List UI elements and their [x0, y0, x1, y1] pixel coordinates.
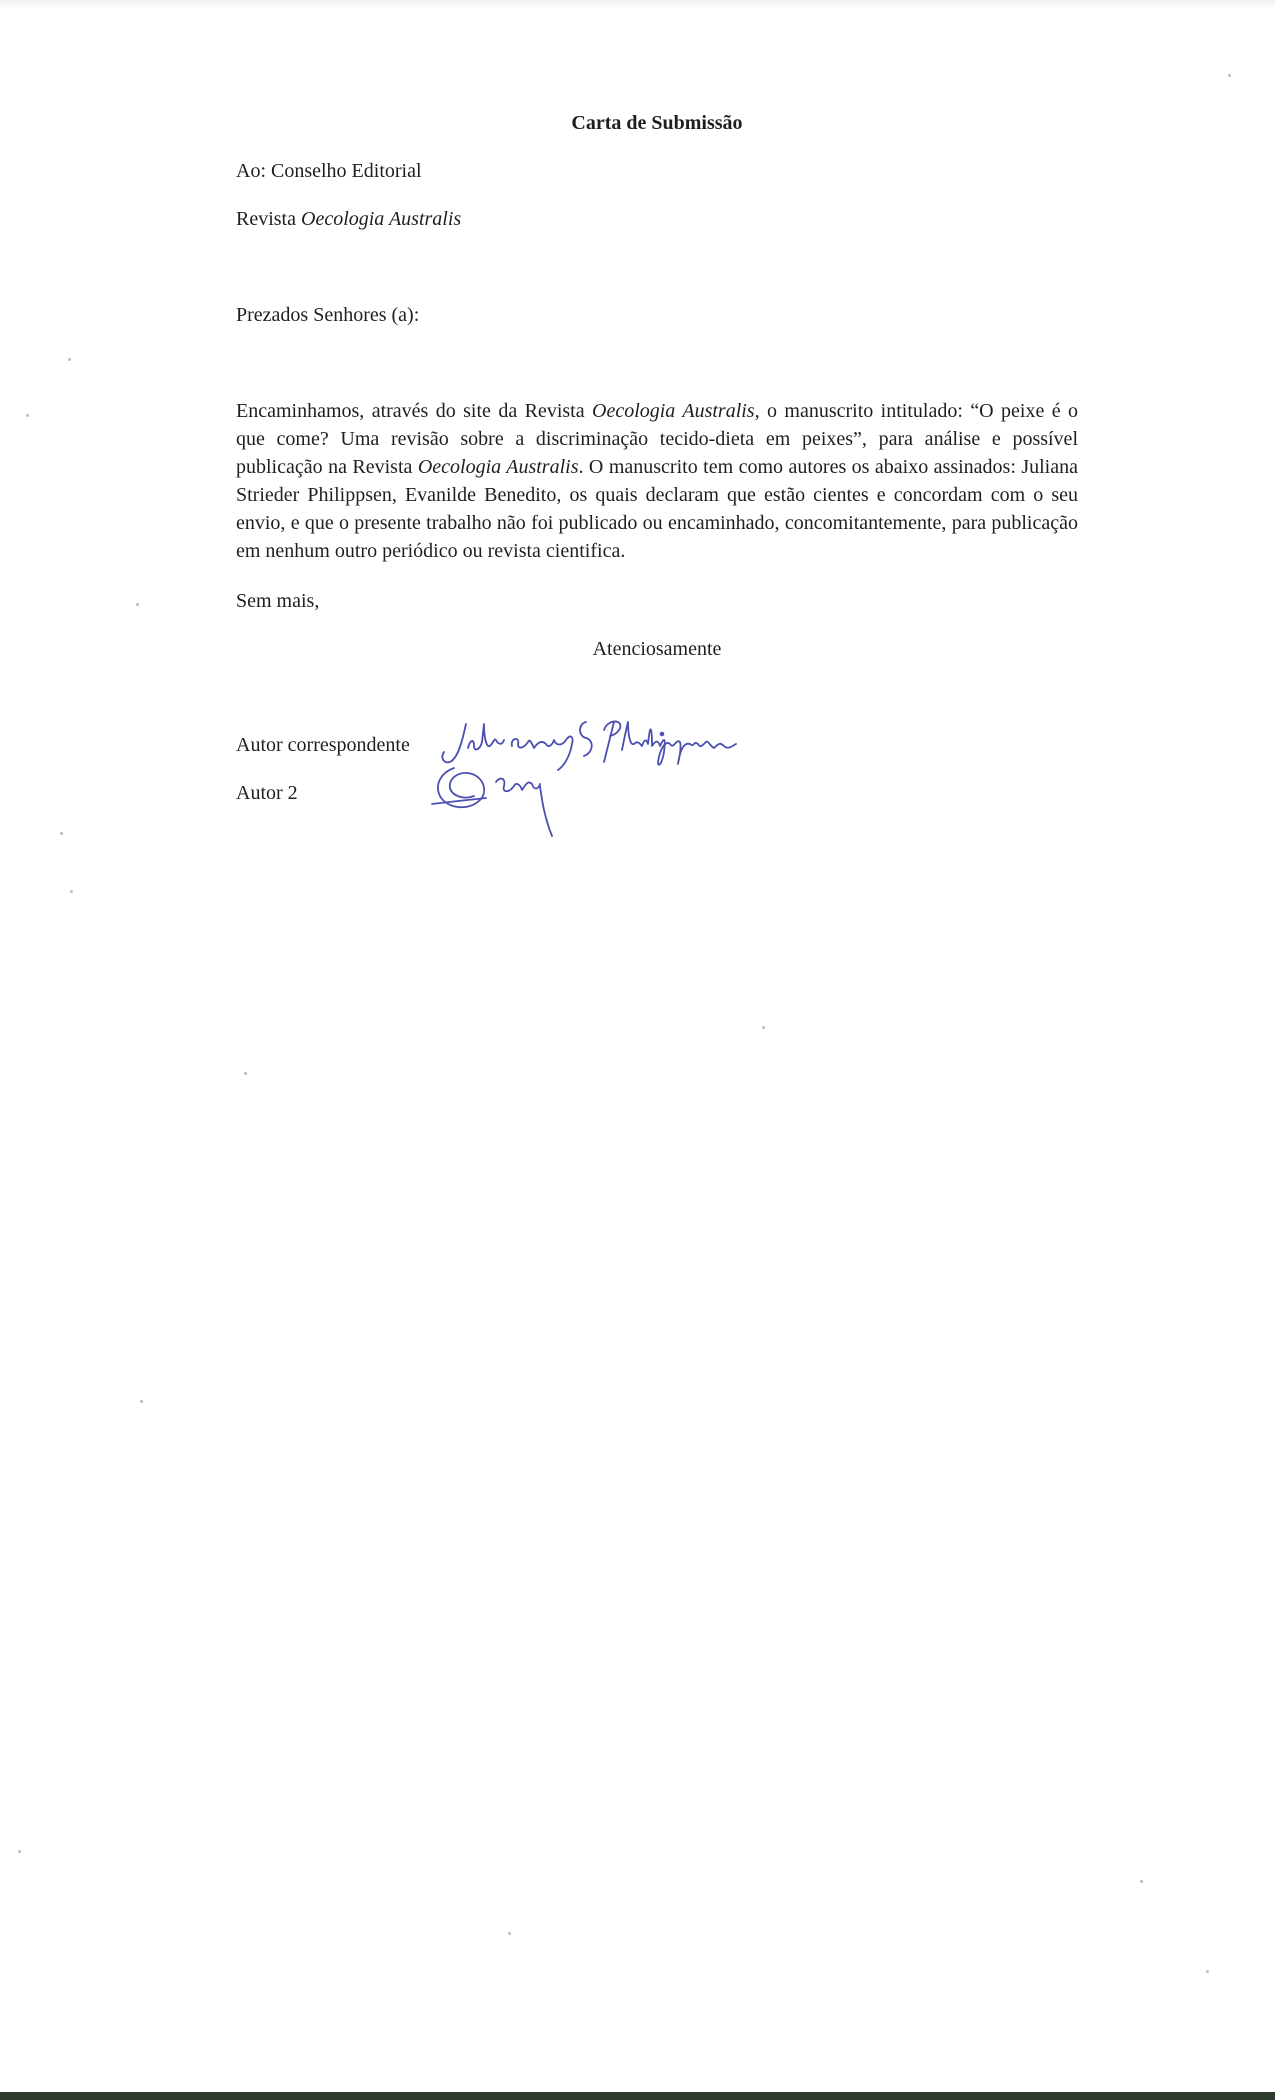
journal-name: Oecologia Australis [301, 208, 462, 230]
closing: Atenciosamente [592, 638, 722, 660]
author2-signature [432, 768, 552, 836]
body-journal-name-1: Oecologia Australis [592, 400, 755, 422]
signature-dot [661, 733, 664, 736]
handwritten-signatures [428, 700, 828, 850]
journal-line [236, 208, 461, 231]
recipient-line: Ao: Conselho Editorial [236, 160, 422, 182]
author1-signature [442, 721, 736, 770]
letter-title: Carta de Submissão [571, 112, 743, 134]
body-part-1: Encaminhamos, através do site da Revista [236, 400, 592, 422]
scan-edge-top [0, 0, 1275, 8]
scan-edge-bottom [0, 2092, 1275, 2100]
body-part-2: , o manuscrito intitulado: “O peixe é o que come? Uma revisão sobre a discriminação tecido-dieta em peixes”, para análise e possível publicação na Revista [236, 400, 1079, 478]
author2-label: Autor 2 [236, 782, 298, 804]
letter-body [236, 397, 1078, 565]
body-journal-name-2: Oecologia Australis [417, 456, 579, 478]
sign-off: Sem mais, [236, 590, 320, 612]
journal-prefix: Revista [236, 208, 301, 230]
body-part-3: . O manuscrito tem como autores os abaixo assinados: Juliana Strieder Philippsen, Evanilde Benedito, os quais declaram que estão cientes e concordam com o seu envio, e que o presente trabalho não foi publicado ou encaminhado, concomitantemente, para publicação em nenhum outro periódico ou revista cientifica. [236, 456, 1078, 562]
salutation: Prezados Senhores (a): [236, 304, 420, 326]
signature-strokes [432, 721, 736, 836]
author1-label: Autor correspondente [236, 734, 410, 756]
